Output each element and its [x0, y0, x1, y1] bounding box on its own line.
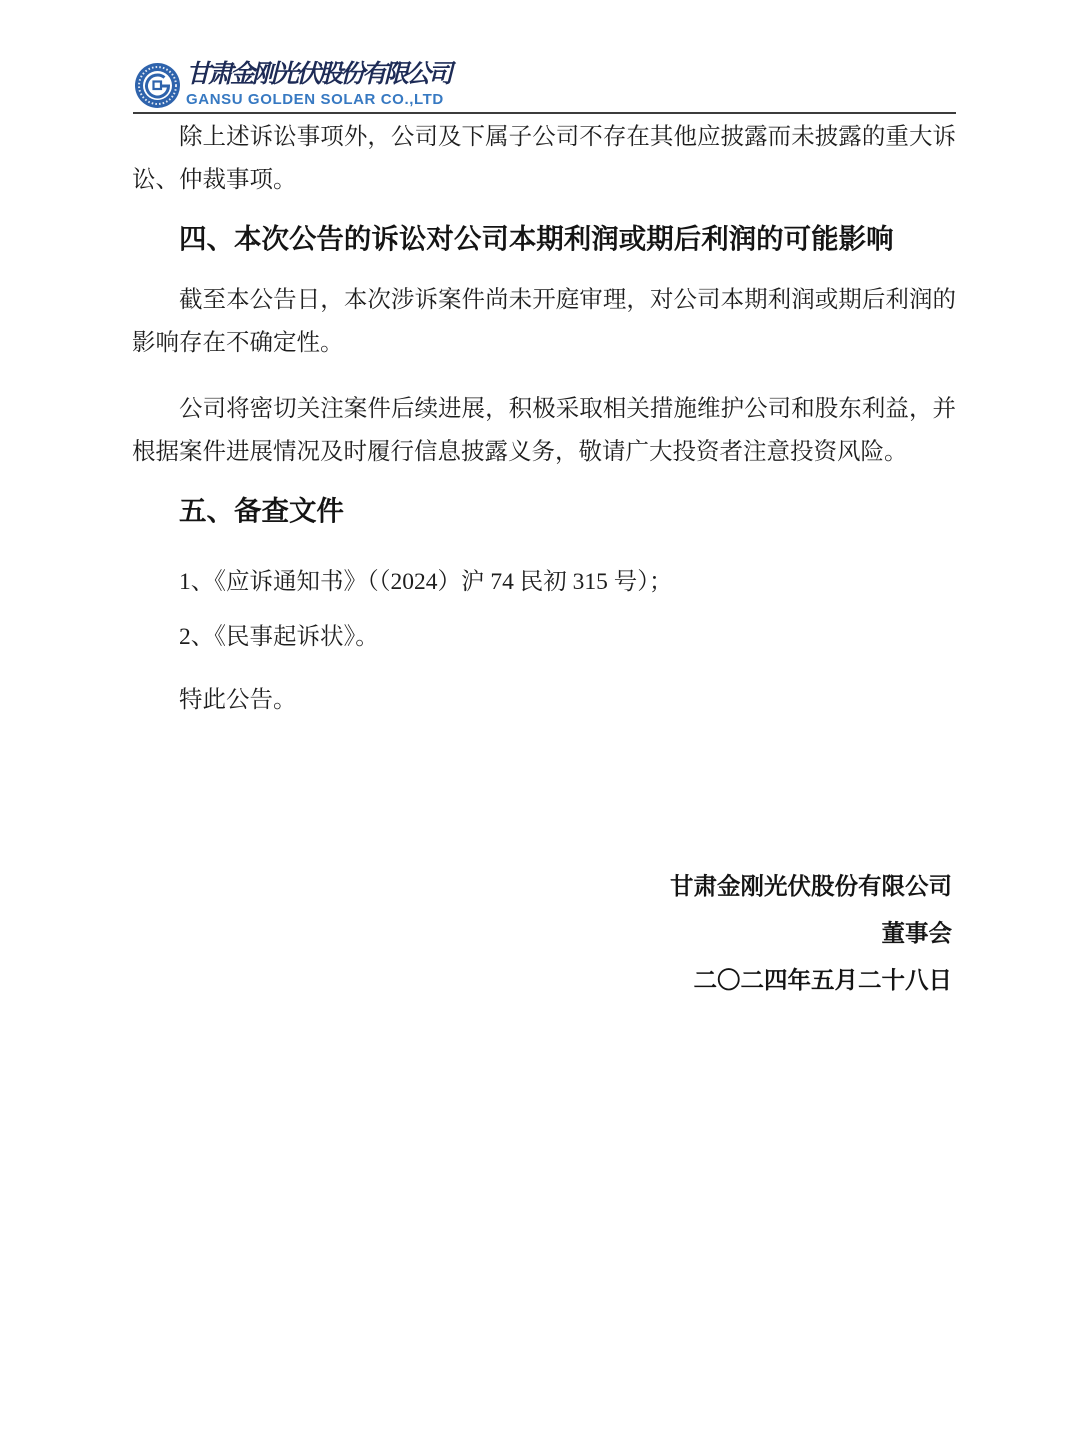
document-body: [132, 115, 956, 722]
signature-board: 董事会: [881, 921, 952, 947]
paragraph-profit-impact: 截至本公告日，本次涉诉案件尚未开庭审理，对公司本期利润或期后利润的影响存在不确定性。: [132, 287, 956, 356]
section5-heading: 五、备查文件: [179, 495, 344, 526]
paragraph-risk-notice: 公司将密切关注案件后续进展，积极采取相关措施维护公司和股东利益，并根据案件进展情况及时履行信息披露义务，敬请广大投资者注意投资风险。: [132, 396, 956, 465]
reference-document-item-1: 1、《应诉通知书》（（2024）沪 74 民初 315 号）；: [179, 569, 673, 595]
company-name-en: GANSU GOLDEN SOLAR CO.,LTD: [186, 91, 444, 108]
logo-text: [186, 59, 450, 108]
signature-block: [670, 864, 952, 1005]
closing-statement: 特此公告。: [179, 687, 297, 713]
section4-heading: 四、本次公告的诉讼对公司本期利润或期后利润的可能影响: [179, 223, 894, 254]
signature-company: 甘肃金刚光伏股份有限公司: [670, 874, 952, 900]
company-name-zh: 甘肃金刚光伏股份有限公司: [186, 61, 451, 88]
signature-date: 二〇二四年五月二十八日: [693, 968, 952, 994]
reference-document-item-2: 2、《民事起诉状》。: [179, 624, 379, 650]
paragraph-no-other-litigation: 除上述诉讼事项外，公司及下属子公司不存在其他应披露而未披露的重大诉讼、仲裁事项。: [132, 124, 956, 193]
letterhead: [133, 0, 956, 114]
company-emblem-icon: [134, 62, 181, 109]
